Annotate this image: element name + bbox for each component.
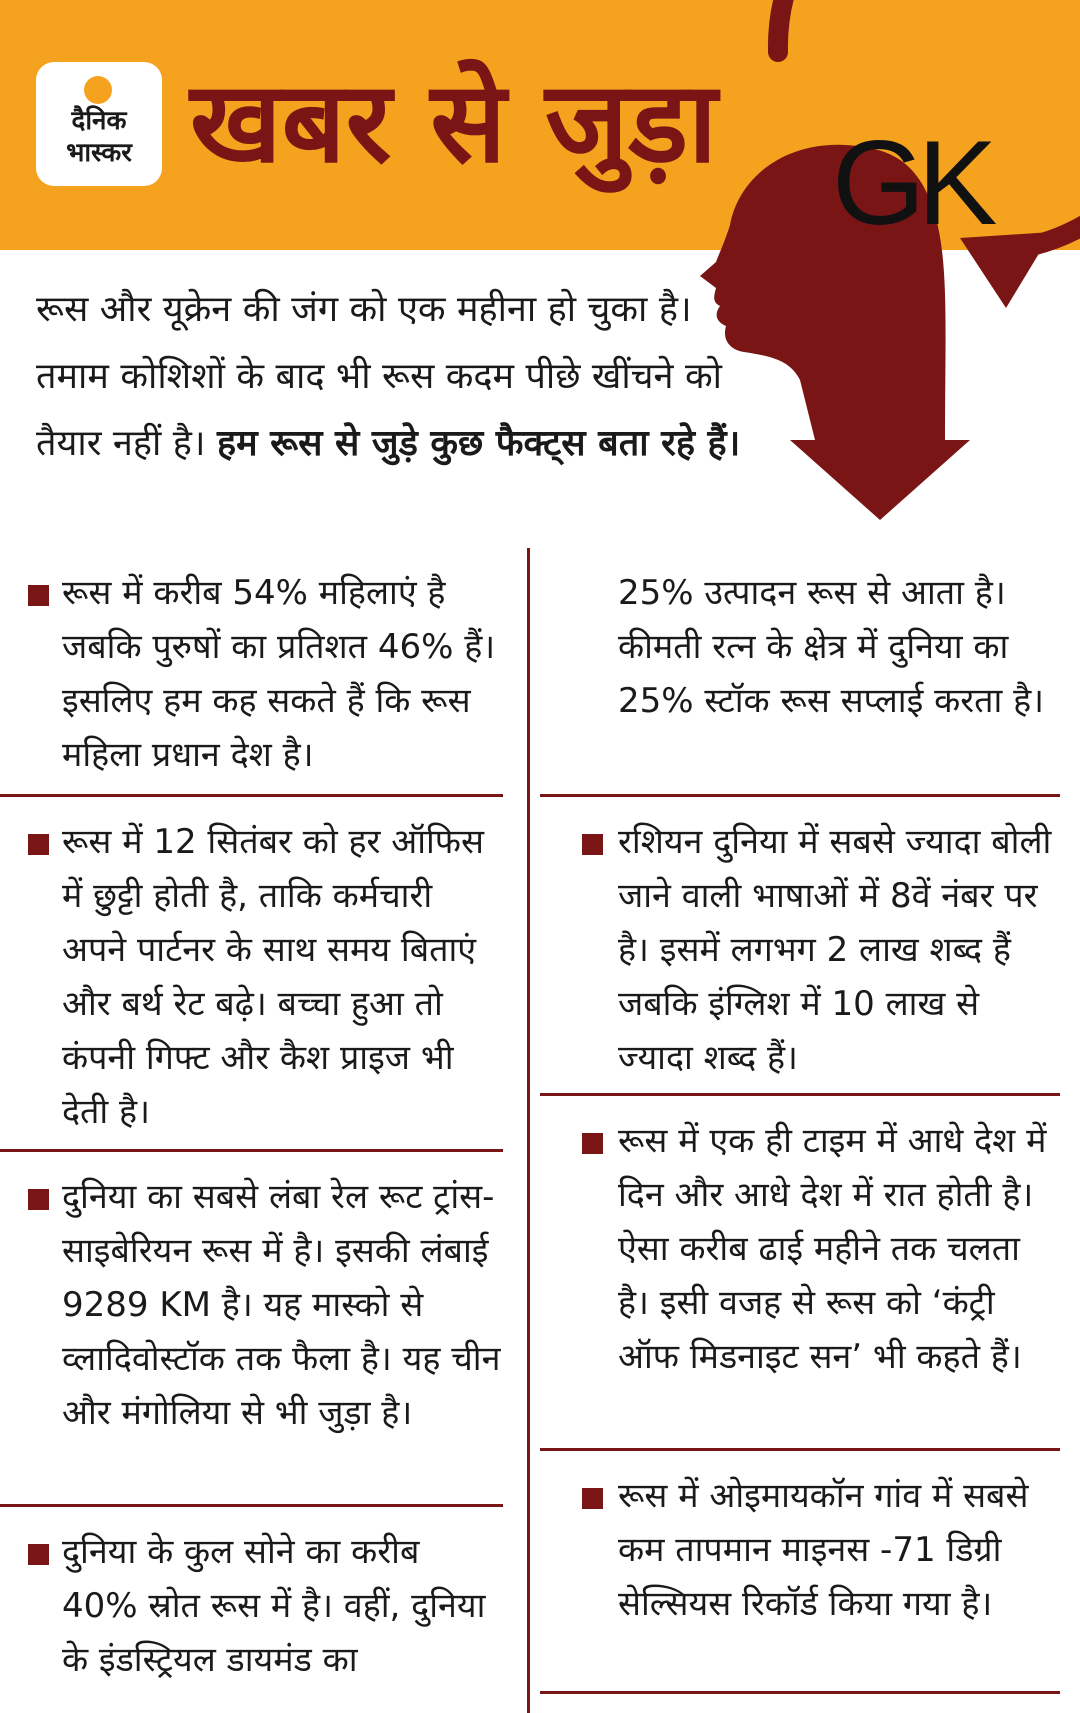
fact-text: रूस में 12 सितंबर को हर ऑफिस में छुट्टी होती है, ताकि कर्मचारी अपने पार्टनर के साथ समय बिताएं और बर्थ रेट बढ़े। बच्चा हुआ तो कंपनी गिफ्ट और कैश प्राइज भी देती है। (62, 822, 484, 1132)
bullet-icon (28, 834, 49, 855)
page-title: खबर से जुड़ा (190, 58, 718, 188)
column-divider (527, 548, 530, 1713)
fact-item (540, 1096, 1060, 1448)
gk-badge: GK (832, 116, 990, 250)
fact-text: रशियन दुनिया में सबसे ज्यादा बोली जाने वाली भाषाओं में 8वें नंबर पर है। इसमें लगभग 2 लाख शब्द हैं जबकि इंग्लिश में 10 लाख से ज्यादा शब्द हैं। (618, 822, 1052, 1078)
fact-text: रूस में करीब 54% महिलाएं है जबकि पुरुषों का प्रतिशत 46% हैं। इसलिए हम कह सकते हैं कि रूस महिला प्रधान देश है। (62, 573, 496, 775)
fact-text: दुनिया के कुल सोने का करीब 40% स्रोत रूस में है। वहीं, दुनिया के इंडस्ट्रियल डायमंड का (62, 1532, 486, 1680)
fact-item (540, 797, 1060, 1093)
bullet-icon (28, 585, 49, 606)
intro-paragraph (36, 276, 756, 477)
fact-continuation (540, 548, 1060, 794)
fact-text: दुनिया का सबसे लंबा रेल रूट ट्रांस-साइबेरियन रूस में है। इसकी लंबाई 9289 KM है। यह मास्को से व्लादिवोस्टॉक तक फैला है। यह चीन और मंगोलिया से भी जुड़ा है। (62, 1177, 501, 1433)
logo-text-line1: दैनिक (71, 106, 127, 136)
bullet-icon (28, 1189, 49, 1210)
fact-text: 25% उत्पादन रूस से आता है। कीमती रत्न के क्षेत्र में दुनिया का 25% स्टॉक रूस सप्लाई करता है। (618, 573, 1045, 721)
fact-item (0, 797, 503, 1149)
fact-item (0, 1507, 503, 1707)
bullet-icon (582, 834, 603, 855)
bullet-icon (582, 1488, 603, 1509)
intro-text: रूस और यूक्रेन की जंग को एक महीना हो चुका है। तमाम कोशिशों के बाद भी रूस कदम पीछे खींचने को तैयार नहीं है। (36, 289, 722, 464)
fact-item (0, 1152, 503, 1504)
row-separator (540, 1691, 1060, 1694)
fact-item (540, 1451, 1060, 1691)
left-column (0, 548, 503, 1707)
fact-item (0, 548, 503, 794)
fact-text: रूस में एक ही टाइम में आधे देश में दिन और आधे देश में रात होती है। ऐसा करीब ढाई महीने तक चलता है। इसी वजह से रूस को ‘कंट्री ऑफ मिडनाइट सन’ भी कहते हैं। (618, 1121, 1047, 1377)
bullet-icon (582, 1133, 603, 1154)
bullet-icon (28, 1544, 49, 1565)
logo-text-line2: भास्कर (66, 138, 132, 168)
right-column (540, 548, 1060, 1694)
intro-bold-text: हम रूस से जुड़े कुछ फैक्ट्स बता रहे हैं। (216, 423, 741, 464)
fact-text: रूस में ओइमायकॉन गांव में सबसे कम तापमान माइनस -71 डिग्री सेल्सियस रिकॉर्ड किया गया है। (618, 1476, 1029, 1624)
